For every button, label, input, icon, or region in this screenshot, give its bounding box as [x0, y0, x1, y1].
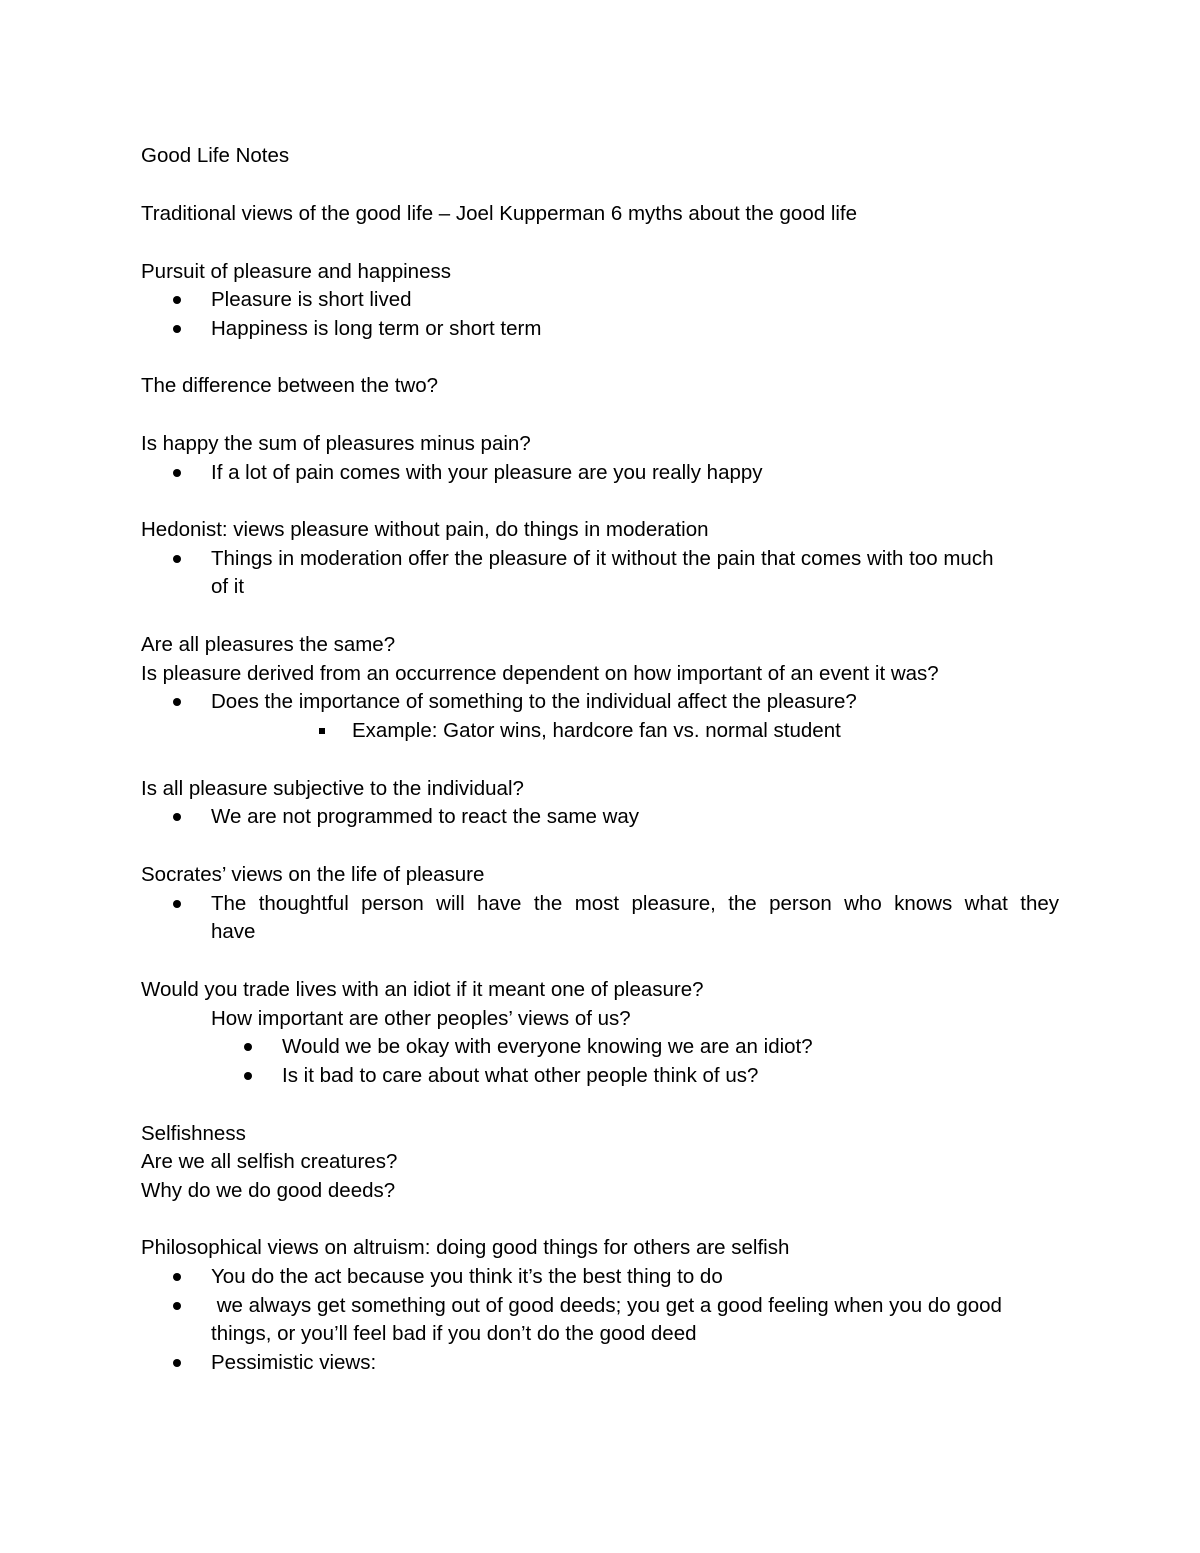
heading-socrates: Socrates’ views on the life of pleasure	[141, 863, 485, 886]
indented-question: How important are other peoples’ views of us?	[211, 1007, 631, 1030]
bullet-icon	[244, 1072, 252, 1080]
list-item: we always get something out of good deeds; you get a good feeling when you do good	[211, 1292, 1061, 1321]
square-bullet-icon	[319, 728, 325, 734]
list-item: Does the importance of something to the individual affect the pleasure?	[211, 688, 1061, 717]
list-item: The thoughtful person will have the most pleasure, the person who knows what they	[211, 890, 1061, 919]
bullet-icon	[173, 1359, 181, 1367]
list-item: We are not programmed to react the same way	[211, 803, 1061, 832]
bullet-icon	[173, 296, 181, 304]
bullet-icon	[173, 1273, 181, 1281]
heading-sum-of-pleasures: Is happy the sum of pleasures minus pain?	[141, 432, 531, 455]
question-selfish-creatures: Are we all selfish creatures?	[141, 1150, 398, 1173]
bullet-icon	[173, 813, 181, 821]
intro-line: Traditional views of the good life – Joel Kupperman 6 myths about the good life	[141, 202, 858, 225]
heading-all-pleasures-same: Are all pleasures the same?	[141, 633, 396, 656]
list-item: Pessimistic views:	[211, 1349, 1061, 1378]
list-item-continuation: of it	[211, 575, 245, 598]
heading-subjective: Is all pleasure subjective to the individual?	[141, 777, 524, 800]
list-item: Happiness is long term or short term	[211, 315, 1061, 344]
list-item-continuation: things, or you’ll feel bad if you don’t do the good deed	[211, 1322, 697, 1345]
bullet-icon	[173, 555, 181, 563]
list-item: Pleasure is short lived	[211, 286, 1061, 315]
heading-hedonist: Hedonist: views pleasure without pain, do things in moderation	[141, 518, 709, 541]
question-good-deeds: Why do we do good deeds?	[141, 1179, 396, 1202]
bullet-icon	[173, 325, 181, 333]
heading-altruism: Philosophical views on altruism: doing good things for others are selfish	[141, 1236, 790, 1259]
heading-difference: The difference between the two?	[141, 374, 439, 397]
list-item: Is it bad to care about what other people think of us?	[282, 1062, 1062, 1091]
bullet-icon	[173, 469, 181, 477]
sub-list-item: Example: Gator wins, hardcore fan vs. normal student	[352, 717, 1052, 746]
bullet-icon	[173, 1302, 181, 1310]
list-item: Would we be okay with everyone knowing we are an idiot?	[282, 1033, 1062, 1062]
list-item: If a lot of pain comes with your pleasure are you really happy	[211, 459, 1061, 488]
heading-selfishness: Selfishness	[141, 1122, 246, 1145]
list-item-continuation: have	[211, 920, 256, 943]
bullet-icon	[244, 1043, 252, 1051]
bullet-icon	[173, 900, 181, 908]
heading-pursuit-of-pleasure: Pursuit of pleasure and happiness	[141, 260, 451, 283]
list-item: You do the act because you think it’s the best thing to do	[211, 1263, 1061, 1292]
list-item: Things in moderation offer the pleasure of it without the pain that comes with too much	[211, 545, 1061, 574]
heading-trade-lives: Would you trade lives with an idiot if it meant one of pleasure?	[141, 978, 704, 1001]
bullet-icon	[173, 698, 181, 706]
heading-pleasure-derived: Is pleasure derived from an occurrence dependent on how important of an event it was?	[141, 662, 939, 685]
document-title: Good Life Notes	[141, 144, 290, 167]
